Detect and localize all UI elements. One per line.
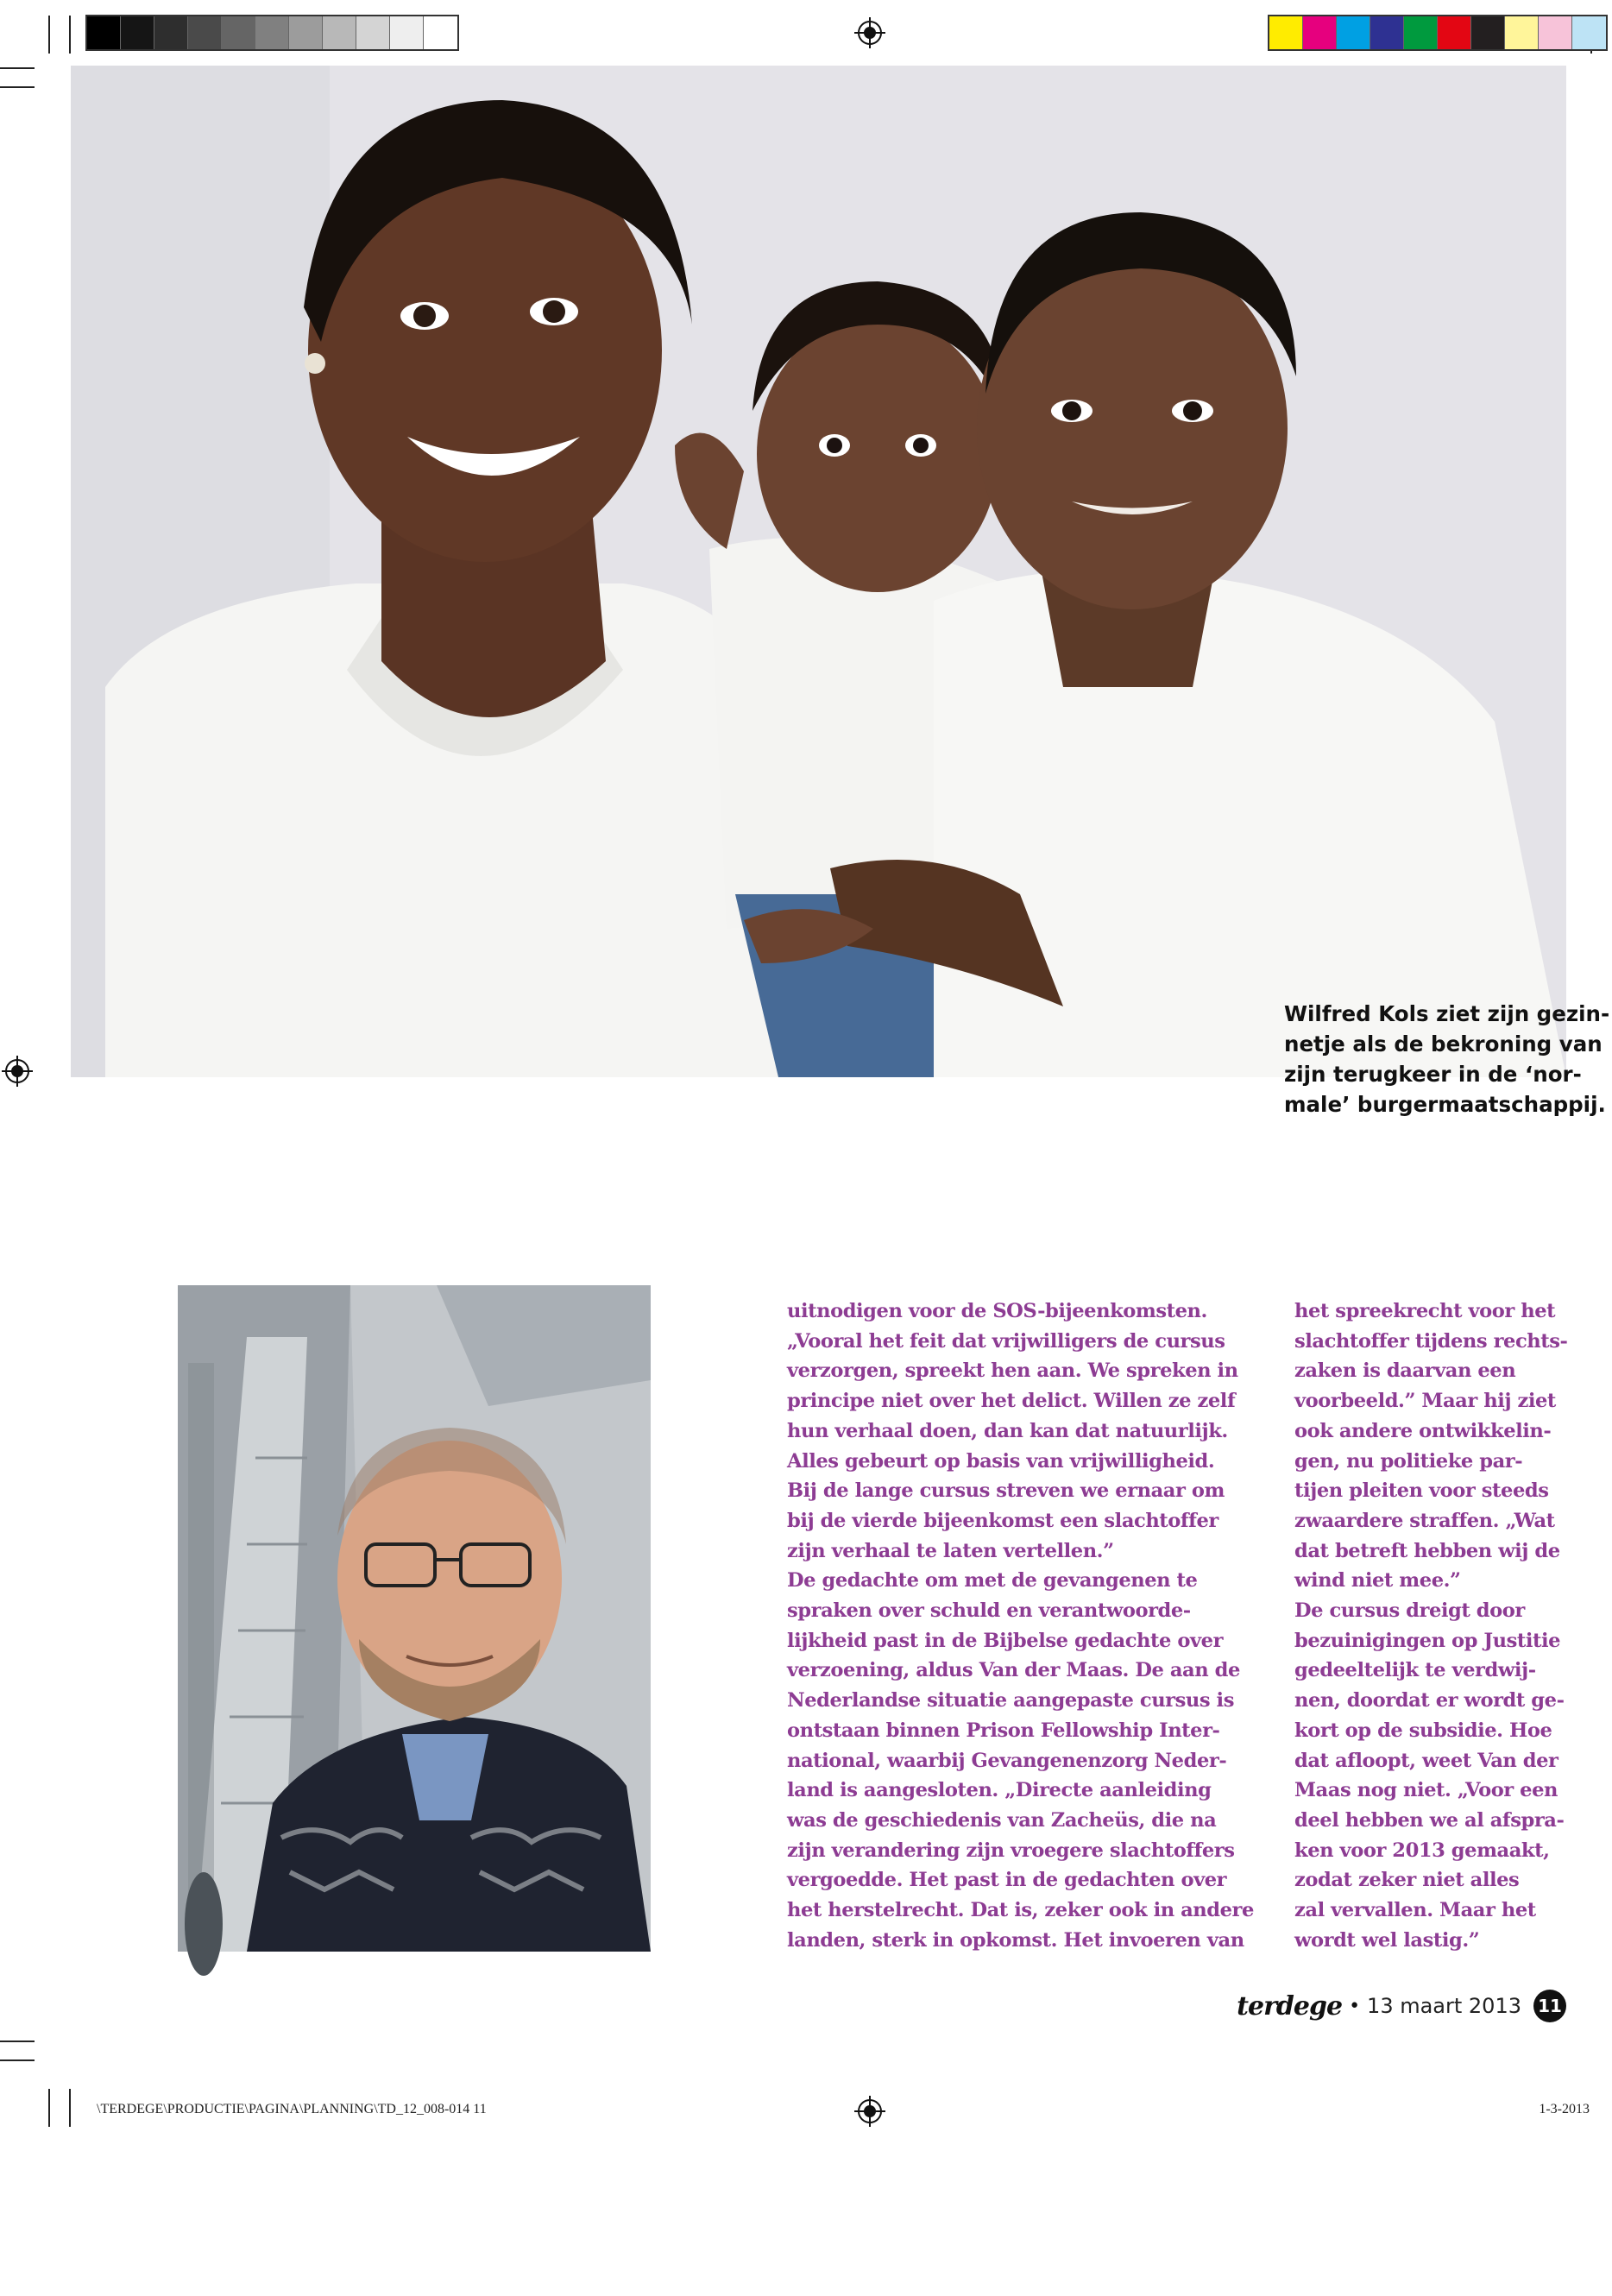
color-swatch — [1572, 16, 1606, 49]
issue-date: 13 maart 2013 — [1367, 1994, 1521, 2018]
registration-mark-icon — [854, 2096, 885, 2127]
article-line: zijn verhaal te laten vertellen.” — [787, 1539, 1114, 1562]
color-swatch — [222, 16, 255, 49]
color-swatch — [356, 16, 390, 49]
article-line: kort op de subsidie. Hoe — [1294, 1719, 1552, 1742]
gray-color-bar — [85, 15, 459, 51]
color-swatch — [1404, 16, 1438, 49]
article-line: slachtoffer tijdens rechts- — [1294, 1329, 1568, 1353]
article-line: hun verhaal doen, dan kan dat natuurlijk. — [787, 1419, 1228, 1442]
article-line: spraken over schuld en verantwoorde- — [787, 1599, 1191, 1623]
article-line: De gedachte om met de gevangenen te — [787, 1569, 1198, 1593]
family-photo-illustration — [71, 66, 1566, 1077]
article-line: dat betreft hebben wij de — [1294, 1539, 1560, 1562]
color-swatch — [1505, 16, 1539, 49]
article-line: ken voor 2013 gemaakt, — [1294, 1839, 1550, 1862]
article-line: „Vooral het feit dat vrijwilligers de cursus — [787, 1329, 1225, 1353]
page-number-badge: 11 — [1533, 1990, 1566, 2022]
article-column-1 — [787, 1296, 1270, 1955]
article-line: gedeeltelijk te verdwij- — [1294, 1659, 1536, 1682]
article-line: dat afloopt, weet Van der — [1294, 1749, 1558, 1772]
registration-mark-icon — [2, 1056, 33, 1087]
color-swatch — [121, 16, 154, 49]
color-swatch — [87, 16, 121, 49]
print-slug-path: \TERDEGE\PRODUCTIE\PAGINA\PLANNING\TD_12_008-014 11 — [97, 2102, 487, 2116]
article-line: wind niet mee.” — [1294, 1569, 1461, 1593]
article-line: verzorgen, spreekt hen aan. We spreken in — [787, 1359, 1238, 1383]
color-swatch — [1471, 16, 1505, 49]
color-swatch — [255, 16, 289, 49]
article-line: zal vervallen. Maar het — [1294, 1899, 1536, 1922]
page-footer — [1237, 1989, 1566, 2023]
color-swatch — [188, 16, 222, 49]
article-line: ook andere ontwikkelin- — [1294, 1419, 1552, 1442]
article-line: Maas nog niet. „Voor een — [1294, 1779, 1558, 1802]
article-line: landen, sterk in opkomst. Het invoeren van — [787, 1928, 1244, 1952]
color-swatch — [1303, 16, 1337, 49]
color-swatch — [154, 16, 188, 49]
article-line: het herstelrecht. Dat is, zeker ook in andere — [787, 1899, 1254, 1922]
article-line: verzoening, aldus Van der Maas. De aan de — [787, 1659, 1240, 1682]
article-line: Alles gebeurt op basis van vrijwilligheid. — [787, 1449, 1215, 1473]
article-line: vergoedde. Het past in de gedachten over — [787, 1869, 1227, 1892]
color-swatch — [1539, 16, 1572, 49]
crop-mark — [69, 16, 71, 54]
crop-mark — [0, 67, 35, 69]
article-line: bezuinigingen op Justitie — [1294, 1629, 1561, 1652]
article-line: uitnodigen voor de SOS-bijeenkomsten. — [787, 1300, 1207, 1322]
article-line: lijkheid past in de Bijbelse gedachte over — [787, 1629, 1224, 1652]
color-swatch — [289, 16, 323, 49]
article-line: zijn verandering zijn vroegere slachtoffers — [787, 1839, 1235, 1862]
article-line: land is aangesloten. „Directe aanleiding — [787, 1779, 1212, 1802]
photo-caption: Wilfred Kols ziet zijn gezin- netje als de bekroning van zijn terugkeer in de ‘nor- male’ burgermaatschappij. — [1284, 1001, 1610, 1117]
article-line: zodat zeker niet alles — [1294, 1869, 1520, 1892]
crop-mark — [0, 86, 35, 88]
article-line: was de geschiedenis van Zacheüs, die na — [787, 1808, 1217, 1832]
article-line: principe niet over het delict. Willen ze zelf — [787, 1390, 1236, 1413]
color-swatch — [1337, 16, 1370, 49]
article-line: zaken is daarvan een — [1294, 1359, 1516, 1383]
crop-mark — [0, 2059, 35, 2061]
article-line: deel hebben we al afspra- — [1294, 1808, 1565, 1832]
article-line: wordt wel lastig.” — [1294, 1928, 1480, 1952]
article-line: tijen pleiten voor steeds — [1294, 1479, 1549, 1503]
print-slug-date: 1-3-2013 — [1539, 2102, 1590, 2116]
article-column-2 — [1294, 1296, 1579, 1955]
crop-mark — [0, 2041, 35, 2042]
family-photo — [71, 66, 1610, 1117]
portrait-photo-illustration — [178, 1285, 651, 1952]
article-line: ontstaan binnen Prison Fellowship Inter- — [787, 1719, 1220, 1742]
footer-separator: • — [1349, 1995, 1361, 2017]
article-line: nen, doordat er wordt ge- — [1294, 1689, 1565, 1713]
article-line: De cursus dreigt door — [1294, 1599, 1525, 1623]
color-swatch — [424, 16, 457, 49]
crop-mark — [48, 2089, 50, 2127]
article-line: Nederlandse situatie aangepaste cursus is — [787, 1689, 1234, 1713]
color-swatch — [390, 16, 424, 49]
color-swatch — [1370, 16, 1404, 49]
article-line: national, waarbij Gevangenenzorg Neder- — [787, 1749, 1227, 1772]
article-line: voorbeeld.” Maar hij ziet — [1294, 1390, 1556, 1413]
color-swatch — [1438, 16, 1471, 49]
registration-mark-icon — [854, 17, 885, 48]
article-line: het spreekrecht voor het — [1294, 1300, 1556, 1322]
magazine-logo: terdege — [1237, 1990, 1343, 2022]
article-line: bij de vierde bijeenkomst een slachtoffer — [787, 1509, 1218, 1532]
article-line: Bij de lange cursus streven we ernaar om — [787, 1479, 1225, 1503]
article-line: gen, nu politieke par- — [1294, 1449, 1523, 1473]
process-color-bar — [1268, 15, 1608, 51]
crop-mark — [69, 2089, 71, 2127]
color-swatch — [323, 16, 356, 49]
article-line: zwaardere straffen. „Wat — [1294, 1509, 1555, 1532]
portrait-photo — [178, 1285, 651, 1952]
color-swatch — [1269, 16, 1303, 49]
crop-mark — [48, 16, 50, 54]
